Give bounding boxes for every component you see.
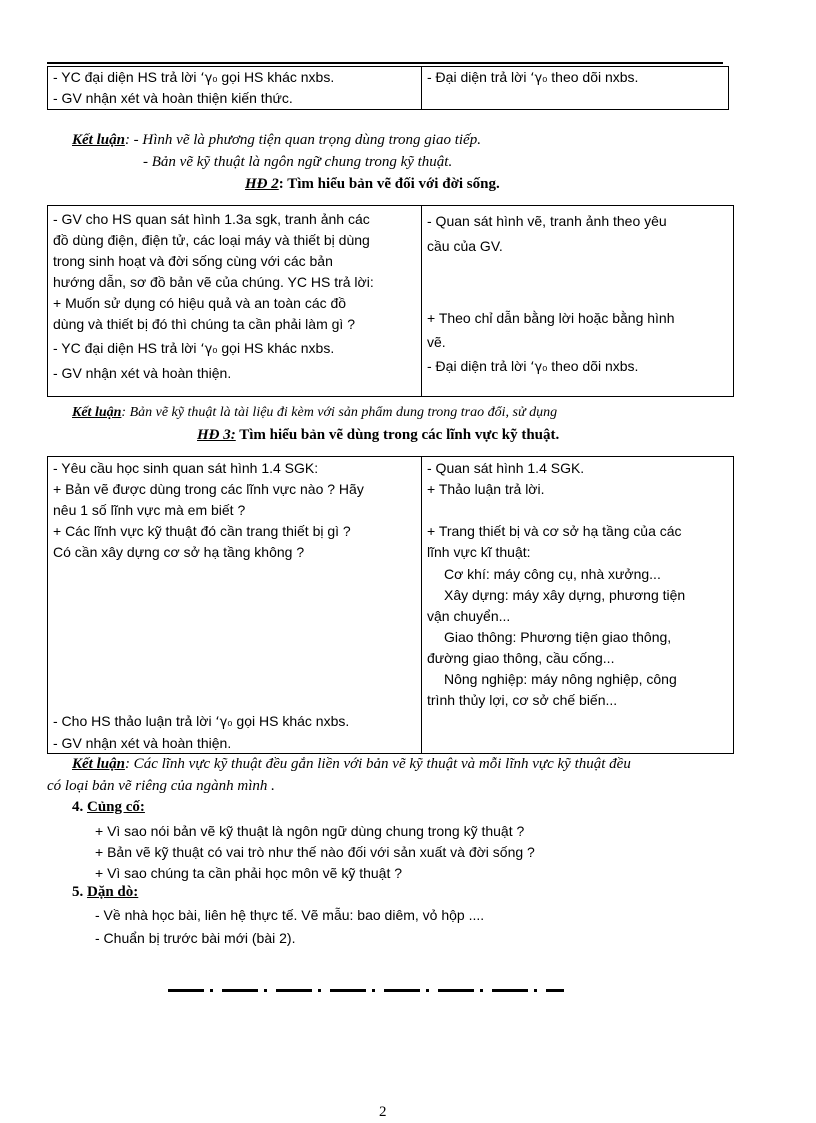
cung-co-item-3: + Vì sao chúng ta cần phải học môn vẽ kỹ thuật ? <box>95 865 403 881</box>
table3-right-line11: trình thủy lợi, cơ sở chế biến... <box>427 692 618 708</box>
table2-left-line2: đồ dùng điện, điện tử, các loại máy và thiết bị dùng <box>53 232 370 248</box>
table1-left-line1: - YC đại diện HS trả lời ʻγ₀ gọi HS khác nxbs. <box>53 69 335 86</box>
symbol-icon: ʻγ₀ <box>200 71 218 86</box>
table3-left-line4: + Các lĩnh vực kỹ thuật đó cần trang thiết bị gì ? <box>53 523 351 539</box>
table2-left-line1: - GV cho HS quan sát hình 1.3a sgk, tranh ảnh các <box>53 211 370 227</box>
table3-right-line1: - Quan sát hình 1.4 SGK. <box>427 460 585 476</box>
cung-co-heading: 4. Củng cố: <box>72 799 145 815</box>
symbol-icon: ʻγ₀ <box>200 342 218 357</box>
table3-right-line8: Giao thông: Phương tiện giao thông, <box>444 629 672 645</box>
table3-right-line10: Nông nghiệp: máy nông nghiệp, công <box>444 671 677 687</box>
dan-do-heading: 5. Dặn dò: <box>72 884 139 900</box>
table2-right-line5: - Đại diện trả lời ʻγ₀ theo dõi nxbs. <box>427 358 639 375</box>
table2-left-line3: trong sinh hoạt và đời sống cùng với các bản <box>53 253 333 269</box>
ket-luan-3-line2: có loại bản vẽ riêng của ngành mình . <box>47 778 275 794</box>
symbol-icon: ʻγ₀ <box>530 71 548 86</box>
ket-luan-1-line1: Kết luận: - Hình vẽ là phương tiện quan trọng dùng trong giao tiếp. <box>72 132 481 148</box>
symbol-icon: ʻγ₀ <box>530 360 548 375</box>
table2-left-line5: + Muốn sử dụng có hiệu quả và an toàn các đồ <box>53 295 347 311</box>
table3-left-line3: nêu 1 số lĩnh vực mà em biết ? <box>53 502 246 518</box>
table3-right-line9: đường giao thông, cầu cống... <box>427 650 615 666</box>
ket-luan-1-line2: - Bản vẽ kỹ thuật là ngôn ngữ chung trong kỹ thuật. <box>143 154 453 170</box>
ket-luan-3-line1: Kết luận: Các lĩnh vực kỹ thuật đều gắn liền với bản vẽ kỹ thuật và mỗi lĩnh vực kỹ thuật đều <box>72 756 631 772</box>
table2-right-line2: cầu của GV. <box>427 238 503 254</box>
table2-right-line4: vẽ. <box>427 334 446 350</box>
symbol-icon: ʻγ₀ <box>215 715 233 730</box>
cung-co-item-2: + Bản vẽ kỹ thuật có vai trò như thế nào đối với sản xuất và đời sống ? <box>95 844 535 860</box>
table3-left-line1: - Yêu cầu học sinh quan sát hình 1.4 SGK: <box>53 460 319 476</box>
ket-luan-2: Kết luận: Bản vẽ kỹ thuật là tài liệu đi kèm với sản phẩm dung trong trao đổi, sử dụng <box>72 405 558 420</box>
top-rule <box>47 62 723 64</box>
cung-co-item-1: + Vì sao nói bản vẽ kỹ thuật là ngôn ngữ dùng chung trong kỹ thuật ? <box>95 823 525 839</box>
table3-left-line2: + Bản vẽ được dùng trong các lĩnh vực nào ? Hãy <box>53 481 364 497</box>
table2-left-line6: dùng và thiết bị đó thì chúng ta cần phải làm gì ? <box>53 316 355 332</box>
table3-right-line7: vận chuyển... <box>427 608 511 624</box>
table1-left-line2: - GV nhận xét và hoàn thiện kiến thức. <box>53 90 293 106</box>
page-number: 2 <box>379 1104 387 1120</box>
dan-do-item-1: - Về nhà học bài, liên hệ thực tế. Vẽ mẫu: bao diêm, vỏ hộp .... <box>95 907 485 923</box>
table3-right-line2: + Thảo luận trả lời. <box>427 481 545 497</box>
table3-right-line6: Xây dựng: máy xây dựng, phương tiện <box>444 587 686 603</box>
table1-right-line1: - Đại diện trả lời ʻγ₀ theo dõi nxbs. <box>427 69 639 86</box>
table3-left-line5: Có cần xây dựng cơ sở hạ tầng không ? <box>53 544 305 560</box>
table3-right-line4: lĩnh vực kĩ thuật: <box>427 544 531 560</box>
table2-left-line4: hướng dẫn, sơ đồ bản vẽ của chúng. YC HS trả lời: <box>53 274 374 290</box>
table2-right-line1: - Quan sát hình vẽ, tranh ảnh theo yêu <box>427 213 667 229</box>
table3-right-line5: Cơ khí: máy công cụ, nhà xưởng... <box>444 566 661 582</box>
hd3-heading: HĐ 3: Tìm hiểu bản vẽ dùng trong các lĩnh vực kỹ thuật. <box>197 427 560 443</box>
table3-left-line6: - Cho HS thảo luận trả lời ʻγ₀ gọi HS khác nxbs. <box>53 713 350 730</box>
table2-left-line7: - YC đại diện HS trả lời ʻγ₀ gọi HS khác nxbs. <box>53 340 335 357</box>
table2-left-line8: - GV nhận xét và hoàn thiện. <box>53 365 232 381</box>
table3-right-line3: + Trang thiết bị và cơ sở hạ tầng của các <box>427 523 682 539</box>
table2-right-line3: + Theo chỉ dẫn bằng lời hoặc bằng hình <box>427 310 675 326</box>
hd2-heading: HĐ 2: Tìm hiểu bản vẽ đối với đời sống. <box>245 176 500 192</box>
table3-left-line7: - GV nhận xét và hoàn thiện. <box>53 735 232 751</box>
dan-do-item-2: - Chuẩn bị trước bài mới (bài 2). <box>95 930 296 946</box>
